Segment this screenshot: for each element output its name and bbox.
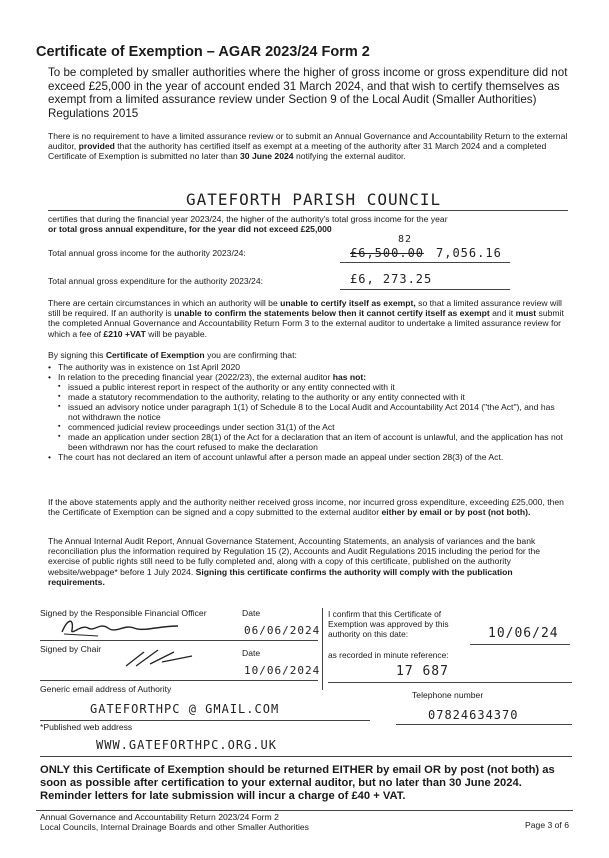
list-subitem [48,382,568,392]
req-text-2: provided [78,141,115,152]
minute-reference-line [328,682,572,683]
rfo-signature-line [40,640,318,641]
authority-name-line [48,210,568,211]
list-item [48,372,568,382]
authority-name-handwritten: GATEFORTH PARISH COUNCIL [186,190,442,209]
list-item-text: issued an advisory notice under paragraph 1(1) of Schedule 8 to the Local Audit and Accountability Act 2014 ("the Act"), and has not withdrawn the notice [68,402,555,422]
minute-reference-label: as recorded in minute reference: [328,650,449,660]
req-text-1: There is no requirement to have a limited assurance review or to submit an Annual Governance and Accountability Return to the external auditor, [48,131,568,152]
email-value: GATEFORTHPC @ GMAIL.COM [90,702,280,716]
confirm-line [48,350,297,360]
confirm-text-2: Certificate of Exemption [105,350,205,360]
footer-line-2: Local Councils, Internal Drainage Boards and other Smaller Authorities [40,822,309,832]
phone-label: Telephone number [412,690,484,700]
rfo-date: 06/06/2024 [244,624,321,637]
footer-divider [36,810,573,811]
confirm-text-1: By signing this [48,350,104,360]
req-text-5: notifying the external auditor. [295,151,406,162]
minute-reference: 17 687 [396,664,449,679]
chair-date: 10/06/2024 [244,664,321,677]
list-subitem [48,432,568,452]
unable-text-6: must [515,308,537,319]
rfo-signature [58,614,188,640]
phone-line [396,724,572,725]
requirement-paragraph [48,131,568,162]
phone-value: 07824634370 [428,708,519,722]
return-instructions: ONLY this Certificate of Exemption should be returned EITHER by email OR by post (not both) as soon as possible after certification to your external auditor, but no later than 30 June 2024. Reminder letters for late submission will incur a charge of £40 + VAT. [40,764,555,802]
certifies-line-1: certifies that during the financial year 2023/24, the higher of the authority's total gross income for the year [48,214,448,224]
list-item-text: issued a public interest report in respect of the authority or any entity connected with it [68,382,395,392]
income-label: Total annual gross income for the authority 2023/24: [48,248,246,258]
annual-paragraph [48,536,568,587]
web-address-value: WWW.GATEFORTHPC.ORG.UK [96,738,277,752]
footer-line-1: Annual Governance and Accountability Return 2023/24 Form 2 [40,812,279,822]
confirm-text-3: you are confirming that: [207,350,297,360]
approved-date-line [470,644,570,645]
footer [40,812,309,832]
list-item-text: In relation to the preceding financial year (2022/23), the external auditor [58,372,331,382]
unable-text-8: £210 +VAT [103,328,146,339]
list-item-text: The court has not declared an item of account unlawful after a person made an appeal under section 28(3) of the Act. [58,452,504,462]
list-item [48,452,568,462]
list-item [48,362,568,372]
chair-signature-label: Signed by Chair [40,644,102,654]
page-title: Certificate of Exemption – AGAR 2023/24 Form 2 [36,44,370,60]
income-correction: 82 [398,234,413,245]
req-text-4: 30 June 2024 [240,151,294,162]
if-apply-text: If the above statements apply and the authority neither received gross income, nor incurred gross expenditure, exceeding £25,000, then the Certificate of Exemption can be signed and a copy submitted to the external auditor [48,497,564,518]
certifies-line-2: or total gross annual expenditure, for the year did not exceed £25,000 [48,224,332,235]
approved-label: I confirm that this Certificate of Exemption was approved by this authority on this date: [328,609,449,639]
if-apply-emphasis: either by email or by post (not both). [381,507,531,518]
list-item-text: The authority was in existence on 1st April 2020 [58,362,241,372]
expenditure-line [340,289,510,290]
unable-text-3: so that a limited assurance review will still be required. If an authority is [48,298,562,319]
unable-text-9: will be payable. [148,328,208,339]
certifies-paragraph [48,214,568,234]
rfo-signature-label: Signed by the Responsible Financial Officer [40,608,207,618]
web-address-line [40,756,572,757]
list-item-text: commenced judicial review proceedings under section 31(1) of the Act [68,422,335,432]
req-text-3: that the authority has certified itself as exempt at a meeting of the authority after 31 March 2024 and a completed Certificate of Exemption is submitted no later than [48,141,547,162]
email-line [40,720,370,721]
chair-signature-line [40,680,318,681]
signature-divider [322,608,323,690]
list-item-emphasis: has not: [332,372,367,382]
chair-signature [122,646,202,670]
email-label: Generic email address of Authority [40,684,172,694]
intro-paragraph: To be completed by smaller authorities where the higher of gross income or gross expenditure did not exceed £25,000 in the year of account ended 31 March 2024, and that wish to certify themselves as exempt from a limited assurance review under Section 9 of the Local Audit (Smaller Authorities) Regulations 2015 [48,66,568,120]
expenditure-label: Total annual gross expenditure for the authority 2023/24: [48,276,263,286]
income-value: 7,056.16 [436,246,502,260]
unable-paragraph [48,298,568,339]
income-struck-value: £6,500.00 [350,246,425,260]
rfo-date-label: Date [242,608,261,618]
expenditure-value: £6, 273.25 [350,272,433,286]
list-item-text: made a statutory recommendation to the authority, relating to the authority or any entity connected with it [68,392,465,402]
income-line [340,262,510,263]
annual-emphasis: Signing this certificate confirms the authority will comply with the publication requirements. [48,566,513,587]
list-subitem [48,402,568,422]
unable-text-5: and it [492,308,514,319]
if-apply-paragraph [48,497,568,517]
unable-text-4: unable to confirm the statements below then it cannot certify itself as exempt [174,308,490,319]
annual-text: The Annual Internal Audit Report, Annual Governance Statement, Accounting Statements, an analysis of variances and the bank reconciliation plus the information required by Regulation 15 (2), Accounts and Audit Regulations 2015 including the period for the exercise of public rights still need to be fully completed and, along with a copy of this certificate, published on the authority website/webpage* before 1 July 2024. [48,536,541,577]
chair-date-label: Date [242,648,261,658]
page-number: Page 3 of 6 [525,820,569,830]
unable-text-1: There are certain circumstances in which an authority will be [48,298,278,308]
confirmation-list [48,362,568,462]
list-subitem [48,392,568,402]
web-address-label: *Published web address [40,722,133,732]
list-item-text: made an application under section 28(1) of the Act for a declaration that an item of account is unlawful, and the application has not been withdrawn nor has the court refused to make the declaration [68,432,563,452]
list-subitem [48,422,568,432]
unable-text-2: unable to certify itself as exempt, [280,298,416,308]
unable-text-7: submit the completed Annual Governance and Accountability Return Form 3 to the external auditor to undertake a limited assurance review for which a fee of [48,308,564,339]
approved-date: 10/06/24 [488,626,559,641]
